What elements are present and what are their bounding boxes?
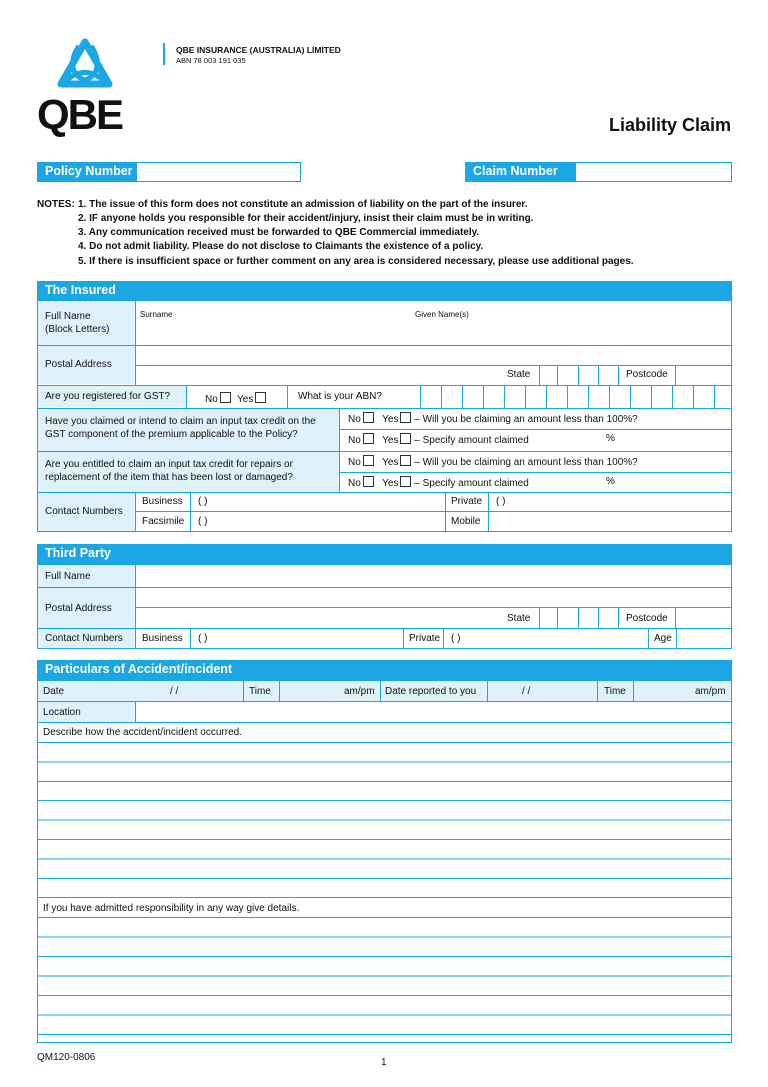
third-private-label: Private <box>409 633 441 644</box>
company-divider <box>163 43 165 65</box>
itc1-specify: – Specify amount claimed <box>414 435 529 446</box>
accident-date-label: Date <box>43 686 65 697</box>
company-name: QBE INSURANCE (AUSTRALIA) LIMITED <box>176 45 341 55</box>
itc2-row-a <box>348 455 638 469</box>
third-full-name-label: Full Name <box>45 571 91 582</box>
footer-page-number: 1 <box>381 1057 387 1068</box>
footer-code: QM120-0806 <box>37 1052 96 1063</box>
accident-admitted-label: If you have admitted responsibility in any way give details. <box>43 903 300 914</box>
third-postal-label: Postal Address <box>45 603 112 614</box>
insured-title: The Insured <box>37 281 732 301</box>
policy-number-label: Policy Number <box>37 162 136 182</box>
qbe-emblem-icon <box>49 36 121 96</box>
itc-q1-line2: GST component of the premium applicable to the Policy? <box>45 429 298 440</box>
insured-postal-label: Postal Address <box>45 359 112 370</box>
itc2-yes-label: Yes <box>382 457 399 468</box>
third-name-field[interactable] <box>136 565 731 587</box>
accident-title: Particulars of Accident/incident <box>37 660 732 681</box>
itc2b-yes-label: Yes <box>382 478 399 489</box>
itc2-no-checkbox[interactable] <box>363 455 374 466</box>
itc2-less100: – Will you be claiming an amount less than 100%? <box>414 457 638 468</box>
insured-postal-field[interactable] <box>136 346 731 365</box>
third-contact-label: Contact Numbers <box>45 633 123 644</box>
accident-describe-label: Describe how the accident/incident occurred. <box>43 727 242 738</box>
note-4: 4. Do not admit liability. Please do not disclose to Claimants the existence of a policy. <box>78 241 484 252</box>
itc1b-no-checkbox[interactable] <box>363 433 374 444</box>
claim-number-field[interactable] <box>575 162 732 182</box>
accident-reported-time-label: Time <box>604 686 626 697</box>
accident-reported-slashes: / / <box>522 686 531 697</box>
third-age-label: Age <box>654 633 672 644</box>
insured-block-letters-label: (Block Letters) <box>45 324 110 335</box>
accident-reported-label: Date reported to you <box>385 686 477 697</box>
third-business-label: Business <box>142 633 183 644</box>
itc2-pct: % <box>606 476 615 487</box>
itc2b-no-label: No <box>348 478 361 489</box>
accident-date-slashes: / / <box>170 686 179 697</box>
itc1-row-a <box>348 412 638 426</box>
accident-time-label: Time <box>249 686 271 697</box>
insured-facsimile-paren: ( ) <box>198 516 208 527</box>
itc1-yes-label: Yes <box>382 414 399 425</box>
itc1-no-checkbox[interactable] <box>363 412 374 423</box>
insured-facsimile-label: Facsimile <box>142 516 185 527</box>
logo-text: QBE <box>37 91 123 138</box>
qbe-logo <box>37 36 127 136</box>
gst-no <box>205 392 231 406</box>
insured-contact-label: Contact Numbers <box>45 506 123 517</box>
insured-private-label: Private <box>451 496 483 507</box>
abn-question: What is your ABN? <box>298 391 382 402</box>
third-postal-field[interactable] <box>136 588 731 607</box>
itc1-less100: – Will you be claiming an amount less than 100%? <box>414 414 638 425</box>
accident-ampm: am/pm <box>344 686 375 697</box>
itc1b-yes-label: Yes <box>382 435 399 446</box>
itc2b-yes-checkbox[interactable] <box>400 476 411 487</box>
insured-mobile-label: Mobile <box>451 516 481 527</box>
policy-number-field[interactable] <box>136 162 301 182</box>
note-5: 5. If there is insufficient space or further comment on any area is considered necessary, please use additional pages. <box>78 256 634 267</box>
itc1b-yes-checkbox[interactable] <box>400 433 411 444</box>
gst-yes-label: Yes <box>237 394 254 405</box>
accident-reported-ampm: am/pm <box>695 686 726 697</box>
gst-yes-checkbox[interactable] <box>255 392 266 403</box>
itc1-row-b <box>348 433 529 447</box>
insured-postcode-label: Postcode <box>626 369 668 380</box>
gst-yes <box>237 392 266 406</box>
itc2-specify: – Specify amount claimed <box>414 478 529 489</box>
note-1: 1. The issue of this form does not constitute an admission of liability on the part of the insurer. <box>78 199 528 210</box>
third-private-paren: ( ) <box>451 633 461 644</box>
insured-name-field[interactable] <box>136 320 731 345</box>
insured-state-label: State <box>507 369 531 380</box>
itc-q2-line1: Are you entitled to claim an input tax credit for repairs or <box>45 459 293 470</box>
insured-business-label: Business <box>142 496 183 507</box>
gst-question: Are you registered for GST? <box>45 391 171 402</box>
accident-location-label: Location <box>43 707 81 718</box>
itc1-no-label: No <box>348 414 361 425</box>
form-title: Liability Claim <box>608 115 731 135</box>
insured-given-label: Given Name(s) <box>415 310 469 319</box>
abn-field[interactable] <box>400 386 731 408</box>
accident-location-field[interactable] <box>136 702 731 722</box>
third-business-paren: ( ) <box>198 633 208 644</box>
itc2b-no-checkbox[interactable] <box>363 476 374 487</box>
claim-number-label: Claim Number <box>465 162 575 182</box>
insured-business-paren: ( ) <box>198 496 208 507</box>
company-abn: ABN 78 003 191 035 <box>176 56 246 65</box>
itc2-no-label: No <box>348 457 361 468</box>
third-state-label: State <box>507 613 531 624</box>
insured-private-paren: ( ) <box>496 496 506 507</box>
itc2-row-b <box>348 476 529 490</box>
note-2: 2. IF anyone holds you responsible for their accident/injury, insist their claim must be in writing. <box>78 213 534 224</box>
accident-description-area[interactable] <box>38 742 731 897</box>
note-3: 3. Any communication received must be forwarded to QBE Commercial immediately. <box>78 227 480 238</box>
gst-no-label: No <box>205 394 218 405</box>
itc2-yes-checkbox[interactable] <box>400 455 411 466</box>
third-party-title: Third Party <box>37 544 732 565</box>
notes-heading: NOTES: <box>37 199 75 210</box>
insured-surname-label: Surname <box>140 310 173 319</box>
itc1-pct: % <box>606 433 615 444</box>
itc1-yes-checkbox[interactable] <box>400 412 411 423</box>
itc-q1-line1: Have you claimed or intend to claim an input tax credit on the <box>45 416 316 427</box>
accident-admitted-area[interactable] <box>38 917 731 1042</box>
third-postcode-label: Postcode <box>626 613 668 624</box>
itc1b-no-label: No <box>348 435 361 446</box>
itc-q2-line2: replacement of the item that has been lost or damaged? <box>45 472 293 483</box>
gst-no-checkbox[interactable] <box>220 392 231 403</box>
insured-full-name-label: Full Name <box>45 311 91 322</box>
